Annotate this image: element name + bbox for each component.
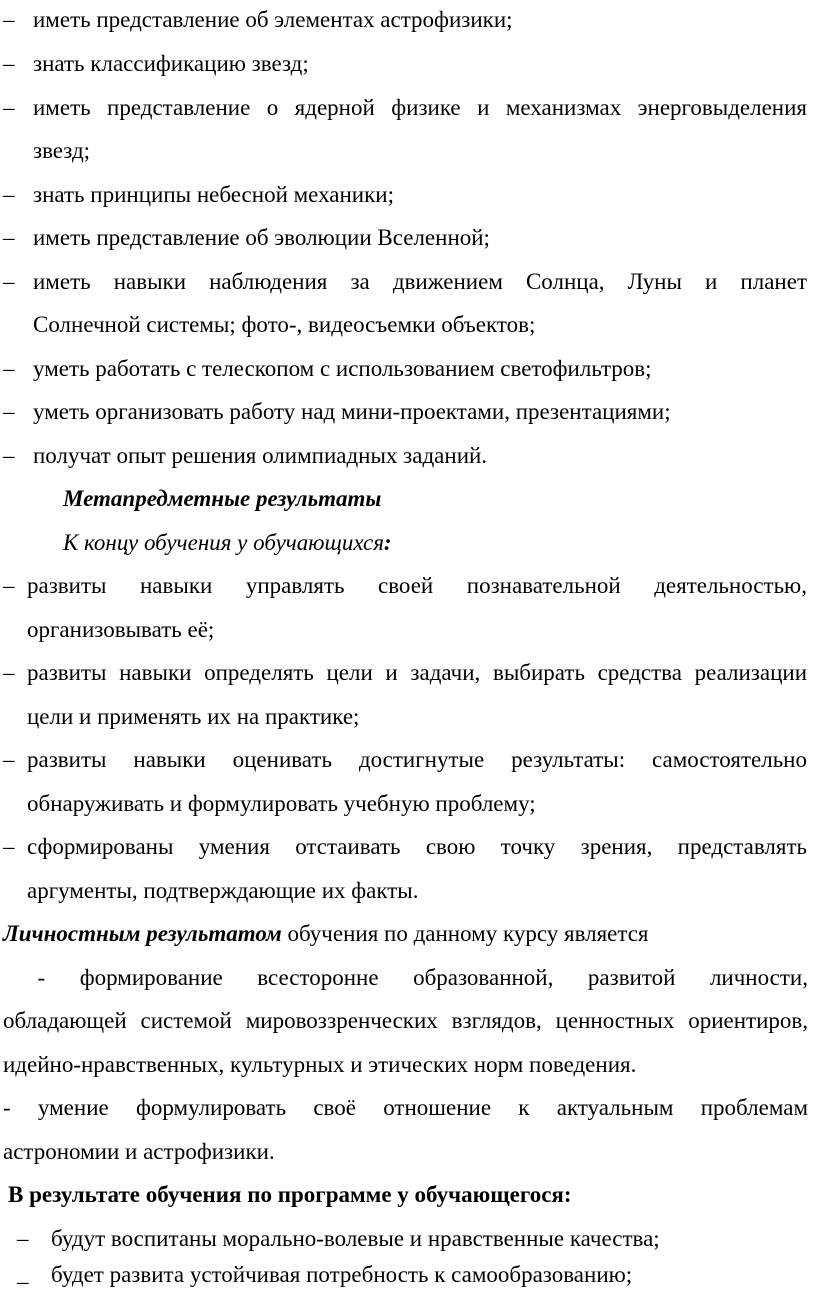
list-dash: – <box>3 7 15 32</box>
list-item: уметь работать с телескопом с использованием светофильтров; <box>33 356 652 381</box>
section-heading: В результате обучения по программе у обучающегося: <box>8 1182 572 1207</box>
list-dash: – <box>3 225 15 250</box>
list-dash: – <box>3 51 15 76</box>
personal-heading-line <box>3 922 649 945</box>
list-item: будет развита устойчивая потребность к самообразованию; <box>51 1262 633 1287</box>
list-item: уметь организовать работу над мини-проектами, презентациями; <box>33 399 671 424</box>
list-dash: – <box>3 95 15 120</box>
list-dash: – <box>3 660 15 685</box>
list-item: получат опыт решения олимпиадных заданий. <box>33 443 488 468</box>
list-dash: – <box>3 573 15 598</box>
paragraph-line: идейно-нравственных, культурных и этических норм поведения. <box>3 1052 637 1077</box>
list-item: иметь навыки наблюдения за движением Солнца, Луны и планет <box>33 269 807 294</box>
list-item: сформированы умения отстаивать свою точку зрения, представлять <box>27 834 807 859</box>
list-item: иметь представление об элементах астрофизики; <box>33 7 513 32</box>
list-item: развиты навыки оценивать достигнутые результаты: самостоятельно <box>27 747 807 772</box>
list-dash: – <box>3 399 15 424</box>
list-item-continuation: обнаруживать и формулировать учебную проблему; <box>27 791 536 816</box>
list-dash: – <box>3 269 15 294</box>
list-dash: – <box>3 443 15 468</box>
personal-heading-rest: обучения по данному курсу является <box>281 921 649 946</box>
list-dash: – <box>3 356 15 381</box>
list-item-continuation: организовывать её; <box>27 617 215 642</box>
list-item: знать принципы небесной механики; <box>33 182 394 207</box>
list-dash: – <box>17 1269 29 1294</box>
list-item: иметь представление о ядерной физике и механизмах энерговыделения <box>33 95 807 120</box>
subheading-colon: : <box>383 530 392 555</box>
list-item: развиты навыки определять цели и задачи, выбирать средства реализации <box>27 660 807 685</box>
paragraph-line: - формирование всесторонне образованной, развитой личности, <box>3 965 808 990</box>
list-dash: – <box>3 747 15 772</box>
list-item: будут воспитаны морально-волевые и нравственные качества; <box>51 1226 660 1251</box>
paragraph-line: астрономии и астрофизики. <box>3 1139 275 1164</box>
list-item: развиты навыки управлять своей познавательной деятельностью, <box>27 573 807 598</box>
list-dash: – <box>3 834 15 859</box>
list-dash: – <box>3 182 15 207</box>
paragraph-line: обладающей системой мировоззренческих взглядов, ценностных ориентиров, <box>3 1008 808 1033</box>
section-heading: Метапредметные результаты <box>63 486 382 511</box>
list-item: знать классификацию звезд; <box>33 51 309 76</box>
list-item-continuation: Солнечной системы; фото-, видеосъемки объектов; <box>33 312 536 337</box>
personal-heading: Личностным результатом <box>3 921 282 946</box>
list-item-continuation: звезд; <box>33 138 91 163</box>
list-dash: – <box>17 1226 29 1251</box>
list-item-continuation: аргументы, подтверждающие их факты. <box>27 878 419 903</box>
paragraph-line: - умение формулировать своё отношение к актуальным проблемам <box>3 1095 808 1120</box>
subheading-text: К концу обучения у обучающихся <box>63 530 384 555</box>
list-item-continuation: цели и применять их на практике; <box>27 704 360 729</box>
section-subheading <box>63 531 392 554</box>
list-item: иметь представление об эволюции Вселенной; <box>33 225 490 250</box>
